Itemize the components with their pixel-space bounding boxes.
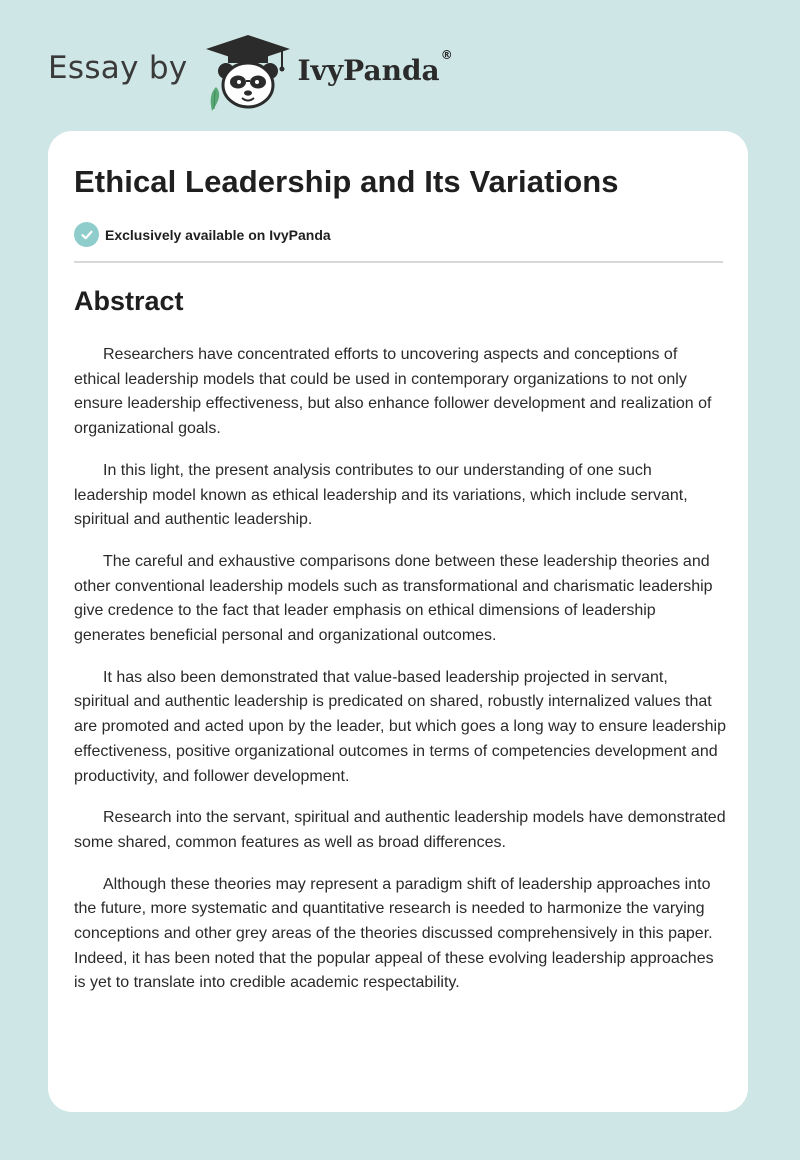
registered-mark: ® <box>440 47 453 62</box>
essay-card <box>48 131 748 1112</box>
paragraph: The careful and exhaustive comparisons done between these leadership theories and other conventional leadership models such as transformational and charismatic leadership give credence to the fact that leader emphasis on ethical dimensions of leadership generates beneficial personal and organizational outcomes. <box>74 552 713 645</box>
abstract-body <box>74 343 726 1013</box>
paragraph: Researchers have concentrated efforts to uncovering aspects and conceptions of ethical leadership models that could be used in contemporary organizations to not only ensure leadership effectiveness, but also enhance follower development and realization of organizational goals. <box>74 346 712 438</box>
paragraph: In this light, the present analysis contributes to our understanding of one such leadership model known as ethical leadership and its variations, which include servant, spiritual and authentic leadership. <box>74 461 688 529</box>
check-icon <box>74 222 99 247</box>
paragraph: It has also been demonstrated that value-based leadership projected in servant, spiritual and authentic leadership is predicated on shared, robustly internalized values that are promoted and acted upon by the leader, but which goes a long way to ensure leadership effectiveness, positive organizational outcomes in terms of competencies development and productivity, and follower development. <box>74 668 726 785</box>
brand-header[interactable] <box>48 32 453 112</box>
exclusive-label: Exclusively available on IvyPanda <box>105 226 331 243</box>
brand-name: IvyPanda® <box>297 47 453 87</box>
ivypanda-logo-icon <box>202 33 294 111</box>
paragraph: Although these theories may represent a paradigm shift of leadership approaches into the future, more systematic and quantitative research is needed to harmonize the varying conceptions and other grey areas of the theories discussed comprehensively in this paper. Indeed, it has been noted that the popular appeal of these evolving leadership approaches is yet to translate into credible academic respectability. <box>74 875 714 992</box>
exclusive-badge <box>74 222 331 247</box>
page-title: Ethical Leadership and Its Variations <box>74 164 619 199</box>
section-heading: Abstract <box>74 286 184 316</box>
divider <box>74 261 723 263</box>
brand-prefix: Essay by <box>48 50 188 86</box>
paragraph: Research into the servant, spiritual and authentic leadership models have demonstrated some shared, common features as well as broad differences. <box>74 809 726 851</box>
